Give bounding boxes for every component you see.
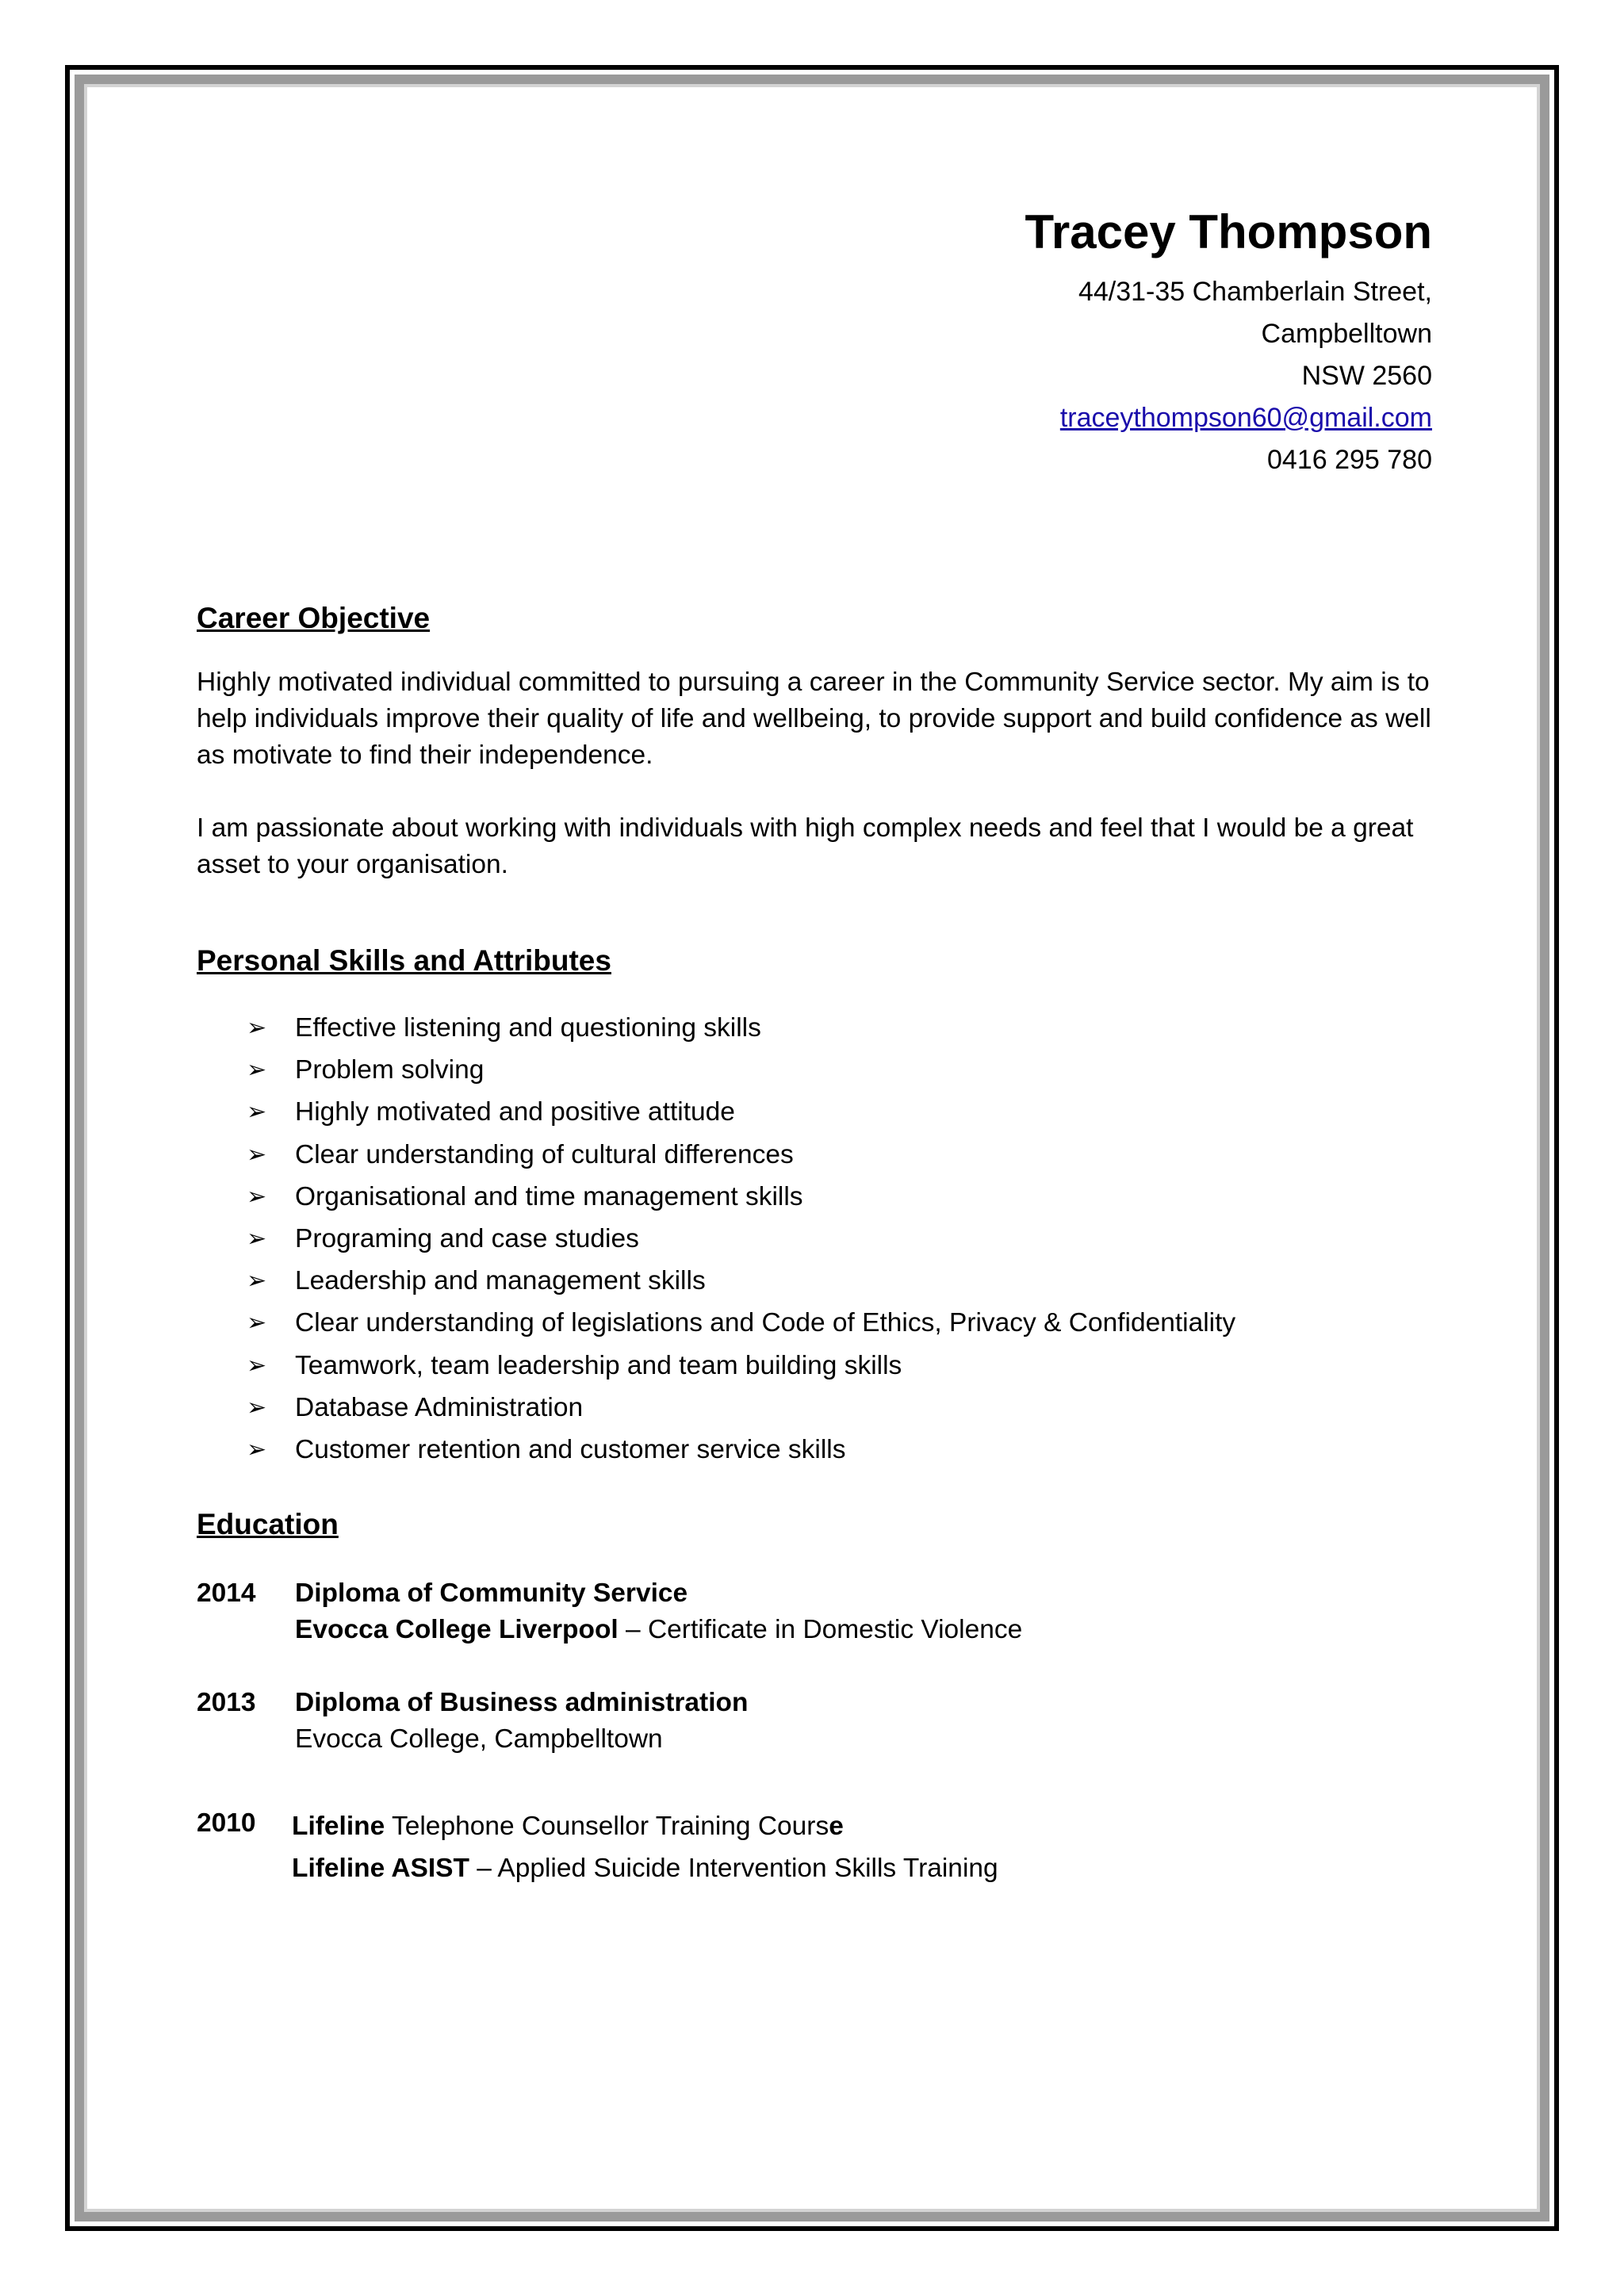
skills-list — [197, 1007, 1434, 1471]
skills-heading: Personal Skills and Attributes — [197, 944, 611, 977]
list-item: ➢ Clear understanding of cultural differences — [197, 1134, 1434, 1176]
arrow-bullet-icon: ➢ — [247, 1057, 267, 1084]
course-title-end: e — [829, 1812, 844, 1842]
arrow-bullet-icon: ➢ — [247, 1268, 267, 1295]
list-item: ➢ Effective listening and questioning skills — [197, 1007, 1434, 1049]
program-detail: – Applied Suicide Intervention Skills Training — [469, 1854, 998, 1884]
career-objective-heading: Career Objective — [197, 602, 431, 634]
qualification-title: Diploma of Business administration — [295, 1688, 749, 1718]
institution-name: Evocca College Liverpool — [295, 1615, 619, 1645]
career-objective-paragraph-2: I am passionate about working with individuals with high complex needs and feel that I would be a great asset to your organisation. — [197, 813, 1414, 879]
organisation-name: Lifeline — [292, 1812, 385, 1842]
certificate-detail: – Certificate in Domestic Violence — [618, 1615, 1023, 1645]
career-objective-paragraph-1: Highly motivated individual committed to pursuing a career in the Community Service sector. My aim is to help individuals improve their quality of life and wellbeing, to provide support and build confidence as well as motivate to find their independence. — [197, 668, 1431, 770]
phone-number: 0416 295 780 — [1267, 445, 1432, 475]
qualification-title: Diploma of Community Service — [295, 1578, 688, 1609]
list-item: ➢ Programing and case studies — [197, 1218, 1434, 1260]
resume-body — [197, 596, 1434, 1889]
arrow-bullet-icon: ➢ — [247, 1015, 267, 1041]
education-entry — [197, 1575, 1434, 1648]
education-entry — [197, 1805, 1434, 1889]
arrow-bullet-icon: ➢ — [247, 1352, 267, 1379]
list-item: ➢ Teamwork, team leadership and team building skills — [197, 1345, 1434, 1387]
list-item: ➢ Database Administration — [197, 1387, 1434, 1429]
education-year: 2010 — [197, 1808, 256, 1839]
resume-header — [1025, 197, 1432, 481]
candidate-name: Tracey Thompson — [1025, 205, 1432, 258]
list-item: ➢ Customer retention and customer service skills — [197, 1429, 1434, 1471]
arrow-bullet-icon: ➢ — [247, 1226, 267, 1253]
address-suburb: Campbelltown — [1261, 319, 1432, 349]
education-entry — [197, 1685, 1434, 1758]
education-heading: Education — [197, 1508, 339, 1541]
institution-name: Evocca College, Campbelltown — [295, 1724, 663, 1755]
arrow-bullet-icon: ➢ — [247, 1394, 267, 1421]
program-name: Lifeline ASIST — [292, 1854, 469, 1884]
email-link[interactable]: traceythompson60@gmail.com — [1059, 403, 1432, 433]
list-item: ➢ Clear understanding of legislations and Code of Ethics, Privacy & Confidentiality — [197, 1302, 1434, 1344]
arrow-bullet-icon: ➢ — [247, 1141, 267, 1168]
list-item: ➢ Leadership and management skills — [197, 1260, 1434, 1302]
arrow-bullet-icon: ➢ — [247, 1437, 267, 1464]
arrow-bullet-icon: ➢ — [247, 1310, 267, 1337]
course-title: Telephone Counsellor Training Cours — [385, 1812, 829, 1842]
list-item: ➢ Problem solving — [197, 1049, 1434, 1091]
arrow-bullet-icon: ➢ — [247, 1183, 267, 1210]
arrow-bullet-icon: ➢ — [247, 1099, 267, 1126]
list-item: ➢ Organisational and time management skills — [197, 1176, 1434, 1218]
address-street: 44/31-35 Chamberlain Street, — [1078, 277, 1432, 307]
address-state-postcode: NSW 2560 — [1301, 361, 1432, 391]
education-year: 2014 — [197, 1578, 256, 1609]
education-year: 2013 — [197, 1688, 256, 1718]
list-item: ➢ Highly motivated and positive attitude — [197, 1091, 1434, 1133]
